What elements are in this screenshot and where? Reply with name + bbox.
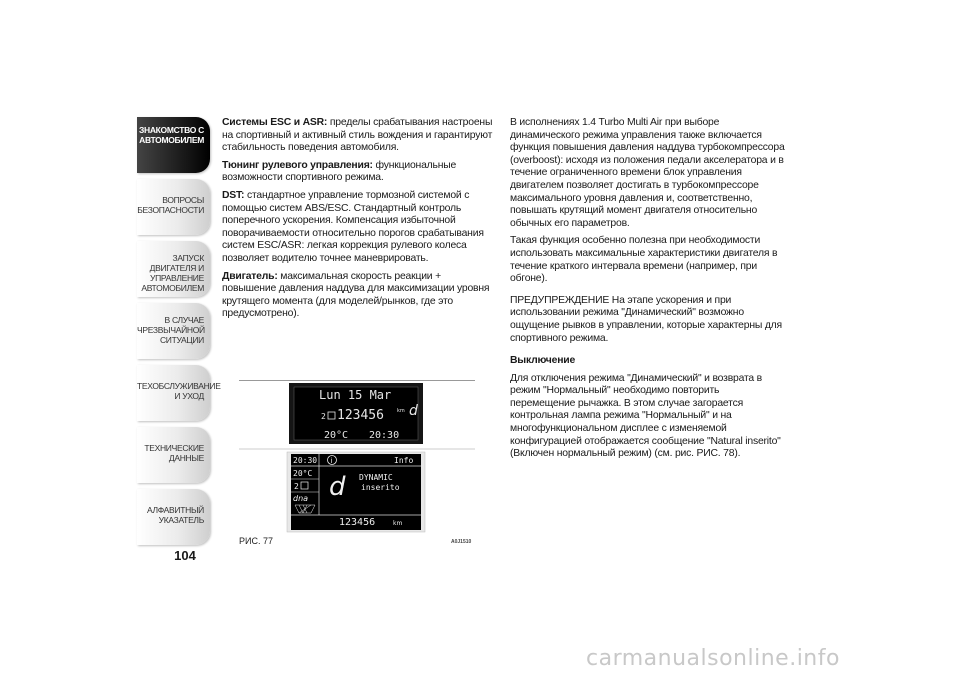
definition: пределы срабатывания настроены на спортивный и активный стиль вождения и гарантируют стабильность поведения автомобиля. [222,117,493,154]
paragraph-deactivation: Для отключения режима "Динамический" и возврата в режим "Нормальный" необходимо повторить перемещение рычажка. В этом случае загорается контрольная лампа режима "Нормальный" и на многофункциональном дисплее с изменяемой конфигурацией отображается сообщение "Natural inserito" (Включен нормальный режим) (см. рис. РИС. 78). [510,372,781,460]
tab-safety[interactable] [137,179,210,235]
tab-label: ЗАПУСК ДВИГАТЕЛЯ И [149,253,204,273]
tab-label: УКАЗАТЕЛЬ [158,515,204,525]
mode-message-line2: inserito [361,483,400,492]
paragraph-warning: ПРЕДУПРЕЖДЕНИЕ На этапе ускорения и при использовании режима "Динамический" возможно ощущение рывков в управлении, которые характерны для спортивного режима. [510,294,782,344]
tab-label: ТЕХОБСЛУЖИВАНИЕ [137,381,221,391]
paragraph-overboost: В исполнениях 1.4 Turbo Multi Air при выборе динамического режима управления также включается функция повышения давления наддува турбокомпрессора (overboost): исходя из положения педали акселератора и в течение ограниченного времени блок управления двигателем позволяет достигать в турбокомпрессоре максимального уровня давления и, соответственно, повышать крутящий момент двигателя относительно обычных его параметров. [510,117,785,229]
mode-letter: d [409,403,418,419]
info-label: Info [394,456,414,465]
mode-message-line1: DYNAMIC [359,473,393,482]
display-time: 20:30 [293,456,318,465]
page-number: 104 [174,548,196,563]
tab-label: АВТОМОБИЛЕМ [141,283,204,293]
display-unit: km [397,408,405,414]
figure-code: A0J1510 [451,539,472,545]
paragraph-steering [222,160,494,185]
display-temp: 20°C [324,430,349,441]
tab-maintenance[interactable] [137,365,221,421]
text-column-right [510,117,786,466]
display-odometer: 123456 [337,408,384,423]
tab-label: СИТУАЦИИ [159,335,204,345]
paragraph-usage: Такая функция особенно полезна при необходимости использовать максимальные характеристики двигателя в течение краткого интервала времени (например, при обгоне). [510,235,778,285]
tab-emergency[interactable] [137,303,210,359]
tab-label: АВТОМОБИЛЕМ [139,135,204,145]
tab-label: АЛФАВИТНЫЙ [146,505,204,515]
display-unit: km [393,520,403,527]
mode-letter: d [329,472,346,502]
definition: максимальная скорость реакции + повышение давления наддува для максимизации уровня крутящего момента (для моделей/рынков, где это предусмотрено). [222,270,490,320]
tab-label: БЕЗОПАСНОСТИ [137,205,204,215]
display-odometer: 123456 [339,517,376,528]
tab-technical-data[interactable] [137,427,210,483]
tab-intro[interactable] [137,117,210,173]
tab-label: УПРАВЛЕНИЕ [149,273,204,283]
term: Тюнинг рулевого управления: [222,159,373,171]
definition: стандартное управление тормозной системой с помощью систем ABS/ESC. Стандартный контроль поперечного ускорения. Компенсация избыточной поворачиваемости относительно порогов срабатывания систем ESC/ASR: легкая коррекция рулевого колеса позволяет водителю точнее маневрировать. [222,189,484,264]
tab-label: ВОПРОСЫ [162,195,204,205]
tab-starting-driving[interactable] [137,241,210,297]
figure-77 [239,380,475,542]
display-date: Lun 15 Mar [319,388,392,402]
display-time: 20:30 [369,430,400,441]
tab-label: ТЕХНИЧЕСКИЕ [144,443,204,453]
term: Двигатель: [222,270,278,282]
term: DST: [222,189,245,201]
tab-label: В СЛУЧАЕ [164,315,204,325]
watermark: carmanualsonline.info [586,646,840,671]
tab-label: ДАННЫЕ [168,453,204,463]
tab-label: ЧРЕЗВЫЧАЙНОЙ [137,325,205,335]
definition: функциональные возможности спортивного режима. [222,159,457,184]
figure-caption: РИС. 77 [239,536,273,546]
tab-label: И УХОД [174,391,204,401]
tab-index[interactable] [137,489,210,545]
tab-label: ЗНАКОМСТВО С [138,125,204,135]
display-temp: 20°C [293,469,313,478]
section-heading: Выключение [510,355,576,367]
info-icon-letter: i [330,457,333,465]
paragraph-engine [222,271,494,321]
display-gear: 2 [321,412,326,421]
term: Системы ESC и ASR: [222,117,328,128]
dna-logo: dna [293,494,309,503]
display-gear: 2 [294,482,299,491]
paragraph-esc-asr [222,117,494,155]
paragraph-dst [222,190,494,266]
display-illustration [239,381,475,543]
text-column-left [222,117,494,326]
